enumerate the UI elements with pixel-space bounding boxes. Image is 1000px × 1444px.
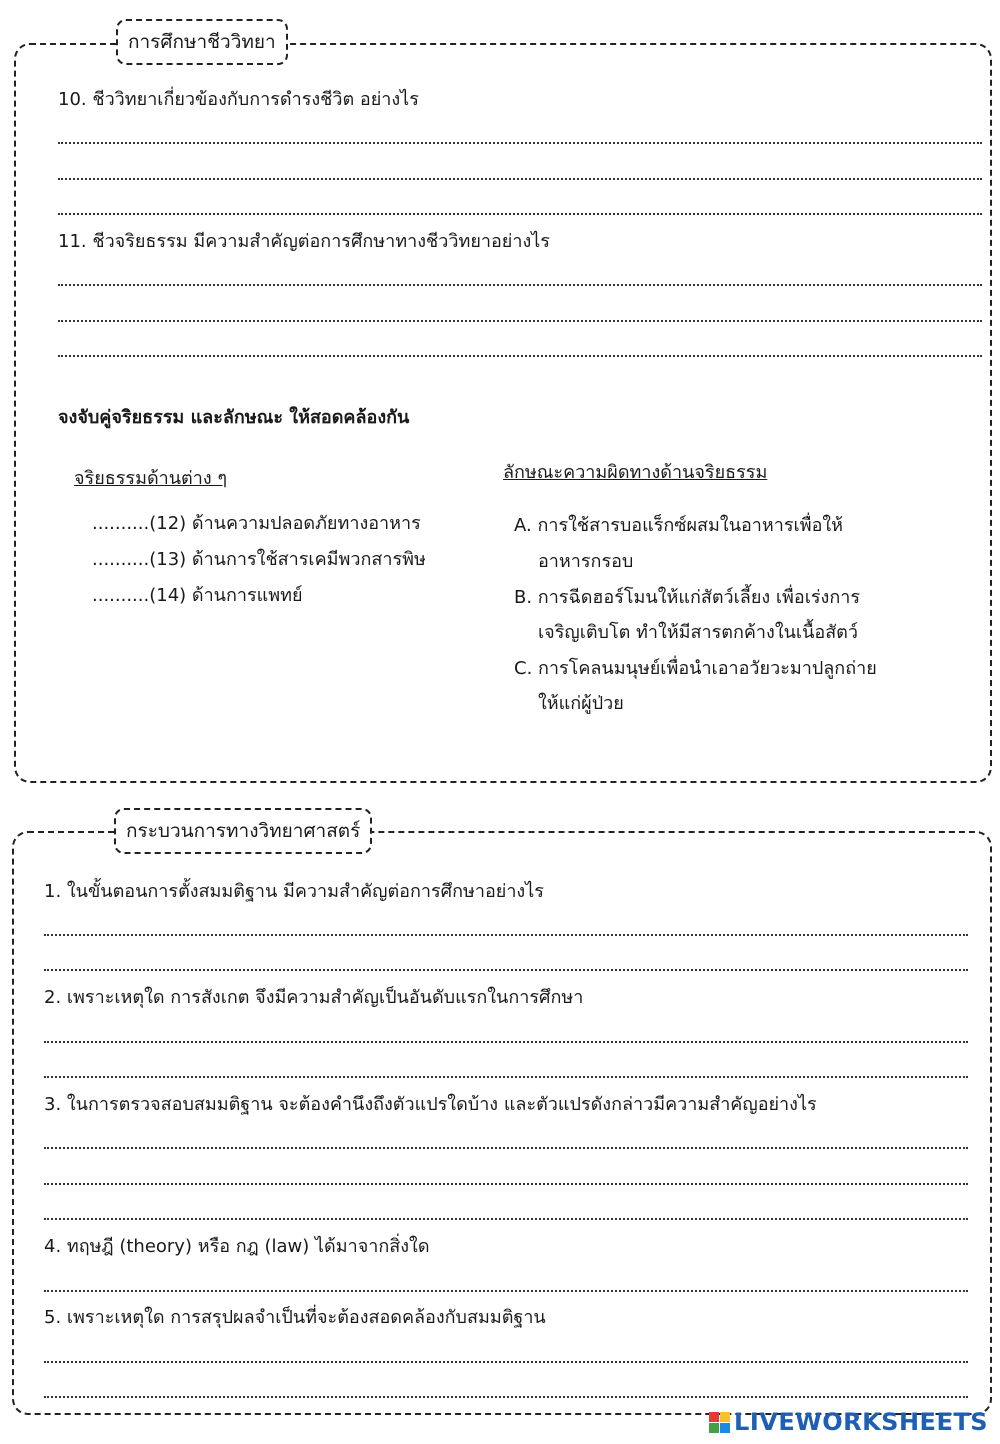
answer-line[interactable] (58, 320, 982, 322)
logo-square (709, 1412, 719, 1422)
answer-line[interactable] (44, 1290, 968, 1292)
liveworksheets-brand-text: LIVEWORKSHEETS (734, 1408, 988, 1436)
option-c-line2: ให้แก่ผู้ป่วย (538, 693, 624, 714)
answer-line[interactable] (44, 1218, 968, 1220)
answer-line[interactable] (44, 1147, 968, 1149)
right-column-header: ลักษณะความผิดทางด้านจริยธรรม (503, 462, 768, 483)
option-c-line1: C. การโคลนมนุษย์เพื่อนำเอาอวัยวะมาปลูกถ่าย (514, 658, 877, 679)
sci-question-2: 2. เพราะเหตุใด การสังเกต จึงมีความสำคัญเป็นอันดับแรกในการศึกษา (44, 987, 584, 1008)
answer-line[interactable] (44, 934, 968, 936)
answer-line[interactable] (44, 1183, 968, 1185)
answer-line[interactable] (44, 969, 968, 971)
sci-question-5: 5. เพราะเหตุใด การสรุปผลจำเป็นที่จะต้องสอดคล้องกับสมมติฐาน (44, 1307, 546, 1328)
sci-question-1: 1. ในขั้นตอนการตั้งสมมติฐาน มีความสำคัญต่อการศึกษาอย่างไร (44, 881, 544, 902)
answer-line[interactable] (58, 213, 982, 215)
question-10: 10. ชีววิทยาเกี่ยวข้องกับการดำรงชีวิต อย่างไร (58, 89, 419, 110)
sci-question-3: 3. ในการตรวจสอบสมมติฐาน จะต้องคำนึงถึงตัวแปรใดบ้าง และตัวแปรดังกล่าวมีความสำคัญอย่างไร (44, 1094, 817, 1115)
left-column-header: จริยธรรมด้านต่าง ๆ (74, 468, 228, 489)
logo-square (709, 1423, 719, 1433)
match-item-13[interactable]: ..........(13) ด้านการใช้สารเคมีพวกสารพิษ (92, 549, 426, 570)
answer-line[interactable] (58, 355, 982, 357)
logo-square (720, 1423, 730, 1433)
option-a-line1: A. การใช้สารบอแร็กซ์ผสมในอาหารเพื่อให้ (514, 515, 844, 536)
logo-square (720, 1412, 730, 1422)
answer-line[interactable] (58, 142, 982, 144)
answer-line[interactable] (44, 1396, 968, 1398)
matching-heading: จงจับคู่จริยธรรม และลักษณะ ให้สอดคล้องกัน (58, 407, 410, 428)
answer-line[interactable] (44, 1041, 968, 1043)
match-item-14[interactable]: ..........(14) ด้านการแพทย์ (92, 585, 303, 606)
section-scientific-method-title: กระบวนการทางวิทยาศาสตร์ (114, 808, 372, 854)
liveworksheets-icon (709, 1412, 730, 1433)
answer-line[interactable] (44, 1361, 968, 1363)
option-a-line2: อาหารกรอบ (538, 551, 634, 572)
section-biology-title: การศึกษาชีววิทยา (116, 19, 288, 65)
sci-question-4: 4. ทฤษฎี (theory) หรือ กฎ (law) ได้มาจากสิ่งใด (44, 1236, 430, 1257)
option-b-line2: เจริญเติบโต ทำให้มีสารตกค้างในเนื้อสัตว์ (538, 622, 858, 643)
match-item-12[interactable]: ..........(12) ด้านความปลอดภัยทางอาหาร (92, 513, 421, 534)
answer-line[interactable] (58, 284, 982, 286)
option-b-line1: B. การฉีดฮอร์โมนให้แก่สัตว์เลี้ยง เพื่อเร่งการ (514, 587, 861, 608)
answer-line[interactable] (44, 1076, 968, 1078)
liveworksheets-logo (709, 1408, 988, 1436)
answer-line[interactable] (58, 178, 982, 180)
question-11: 11. ชีวจริยธรรม มีความสำคัญต่อการศึกษาทางชีววิทยาอย่างไร (58, 231, 550, 252)
